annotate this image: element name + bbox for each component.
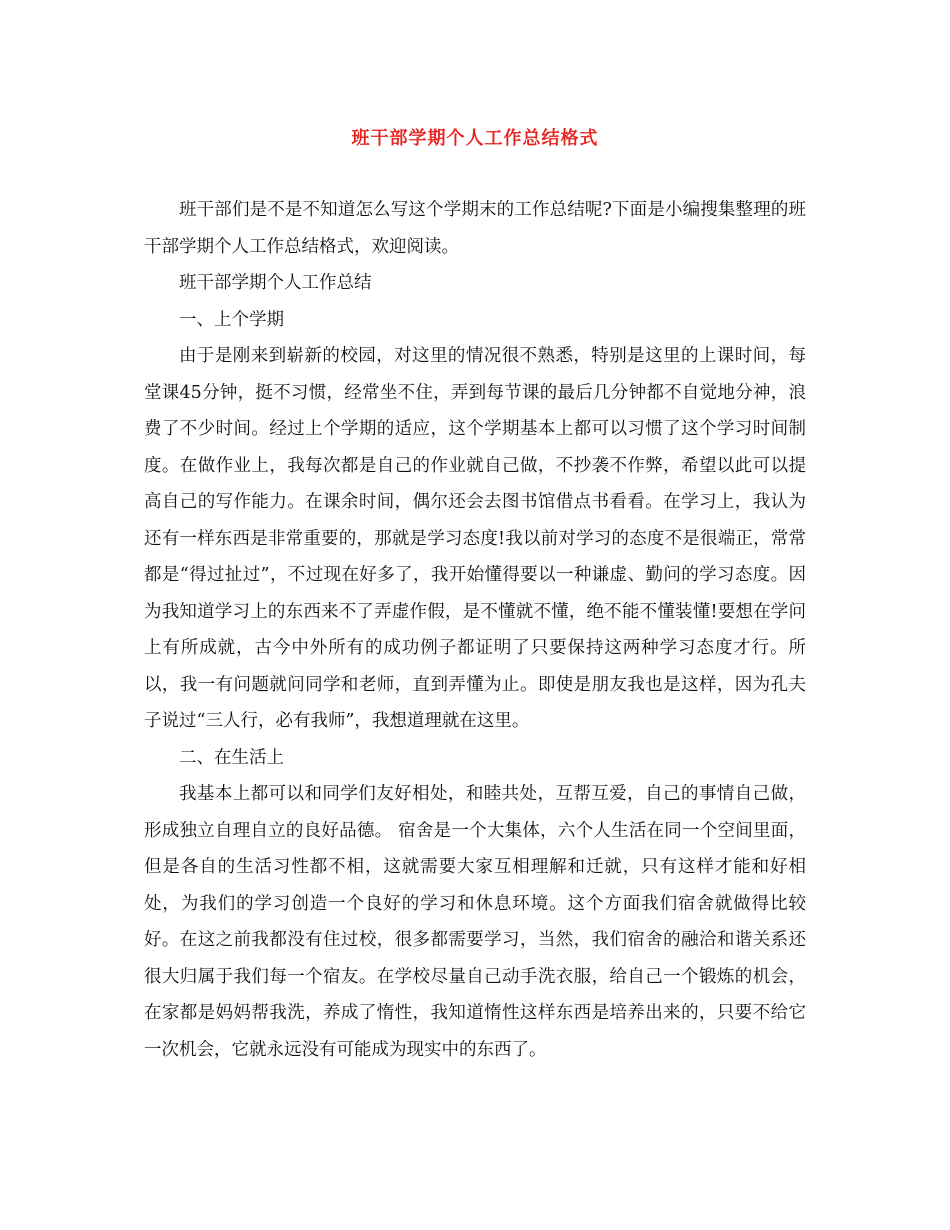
last-semester-paragraph: 由于是刚来到崭新的校园，对这里的情况很不熟悉，特别是这里的上课时间，每堂课45分钟，挺不习惯，经常坐不住，弄到每节课的最后几分钟都不自觉地分神，浪费了不少时间。经过上个学期的适应，这个学期基本上都可以习惯了这个学习时间制度。在做作业上，我每次都是自己的作业就自己做，不抄袭不作弊，希望以此可以提高自己的写作能力。在课余时间，偶尔还会去图书馆借点书看看。在学习上，我认为还有一样东西是非常重要的，那就是学习态度!我以前对学习的态度不是很端正，常常都是“得过扯过”，不过现在好多了，我开始懂得要以一种谦虚、勤问的学习态度。因为我知道学习上的东西来不了弄虚作假，是不懂就不懂，绝不能不懂装懂!要想在学问上有所成就，古今中外所有的成功例子都证明了只要保持这两种学习态度才行。所以，我一有问题就问同学和老师，直到弄懂为止。即使是朋友我也是这样，因为孔夫子说过“三人行，必有我师”，我想道理就在这里。 [144, 346, 806, 731]
life-paragraph: 我基本上都可以和同学们友好相处，和睦共处，互帮互爱，自己的事情自己做，形成独立自理自立的良好品德。 宿舍是一个大集体，六个人生活在同一个空间里面，但是各自的生活习性都不相，这就需要大家互相理解和迁就，只有这样才能和好相处，为我们的学习创造一个良好的学习和休息环境。这个方面我们宿舍就做得比较好。在这之前我都没有住过校，很多都需要学习，当然，我们宿舍的融洽和谐关系还很大归属于我们每一个宿友。在学校尽量自己动手洗衣服，给自己一个锻炼的机会，在家都是妈妈帮我洗，养成了惰性，我知道惰性这样东西是培养出来的，只要不给它一次机会，它就永远没有可能成为现实中的东西了。 [144, 784, 806, 1060]
document-title: 班干部学期个人工作总结格式 [351, 128, 599, 149]
intro-paragraph: 班干部们是不是不知道怎么写这个学期末的工作总结呢?下面是小编搜集整理的班干部学期个人工作总结格式，欢迎阅读。 [144, 200, 806, 257]
document-body [144, 192, 806, 1068]
section-heading-last-semester: 一、上个学期 [179, 309, 284, 330]
section-heading-life: 二、在生活上 [179, 747, 284, 768]
section-heading-summary: 班干部学期个人工作总结 [179, 273, 372, 293]
